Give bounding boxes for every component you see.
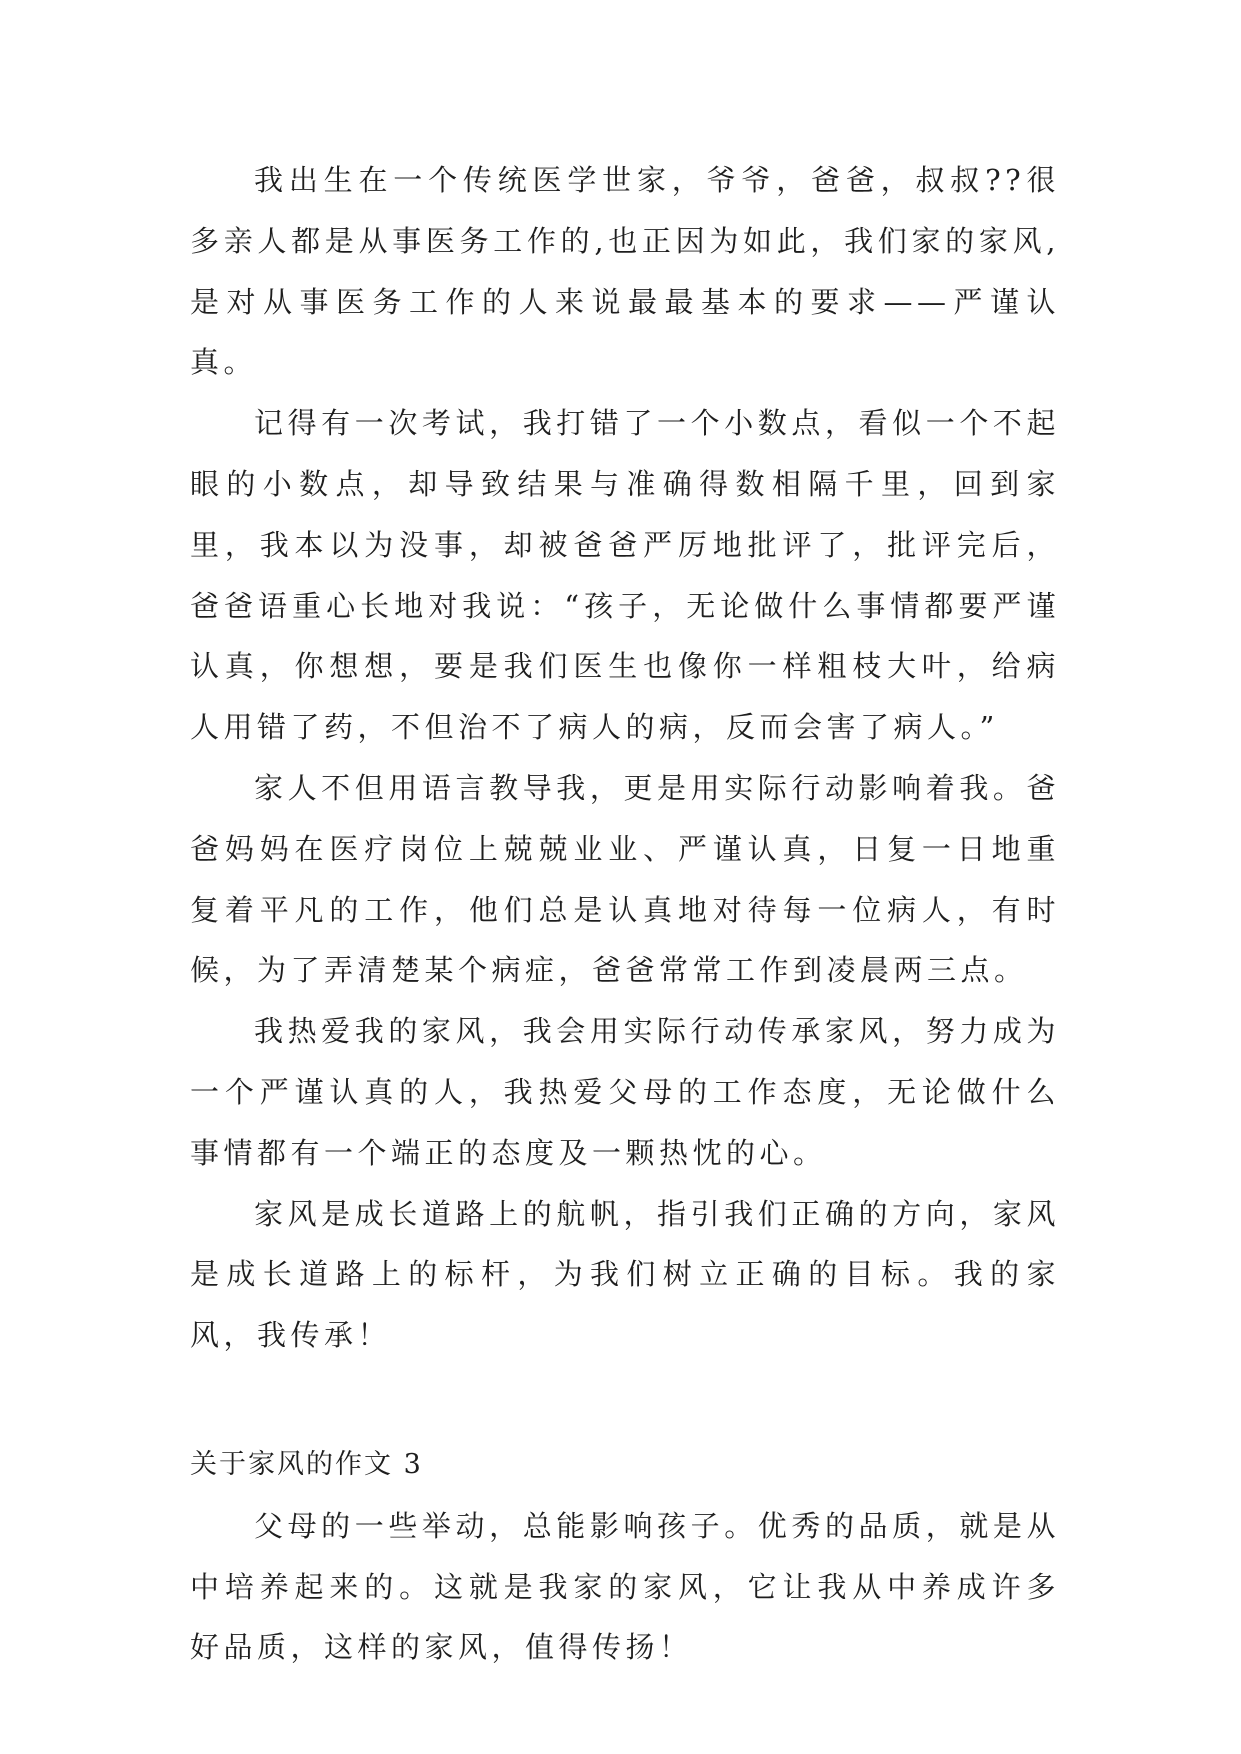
essay-paragraph: 家人不但用语言教导我，更是用实际行动影响着我。爸爸妈妈在医疗岗位上兢兢业业、严谨认真，日复一日地重复着平凡的工作，他们总是认真地对待每一位病人，有时候，为了弄清楚某个病症，爸爸常常工作到凌晨两三点。	[190, 770, 1060, 988]
essay-paragraph: 家风是成长道路上的航帆，指引我们正确的方向，家风是成长道路上的标杆，为我们树立正确的目标。我的家风，我传承！	[190, 1196, 1060, 1353]
essay-paragraph: 我热爱我的家风，我会用实际行动传承家风，努力成为一个严谨认真的人，我热爱父母的工作态度，无论做什么事情都有一个端正的态度及一颗热忱的心。	[190, 1014, 1060, 1170]
document-page	[190, 150, 1060, 1678]
essay-paragraph: 我出生在一个传统医学世家，爷爷，爸爸，叔叔??很多亲人都是从事医务工作的,也正因为如此，我们家的家风,是对从事医务工作的人来说最最基本的要求——严谨认真。	[190, 163, 1060, 380]
essay-paragraph: 记得有一次考试，我打错了一个小数点，看似一个不起眼的小数点，却导致结果与准确得数相隔千里，回到家里，我本以为没事，却被爸爸严厉地批评了，批评完后，爸爸语重心长地对我说：“孩子，无论做什么事情都要严谨认真，你想想，要是我们医生也像你一样粗枝大叶，给病人用错了药，不但治不了病人的病，反而会害了病人。”	[190, 406, 1060, 745]
essay-paragraph: 父母的一些举动，总能影响孩子。优秀的品质，就是从中培养起来的。这就是我家的家风，它让我从中养成许多好品质，这样的家风，值得传扬！	[190, 1508, 1060, 1665]
section-heading: 关于家风的作文 3	[190, 1448, 423, 1480]
